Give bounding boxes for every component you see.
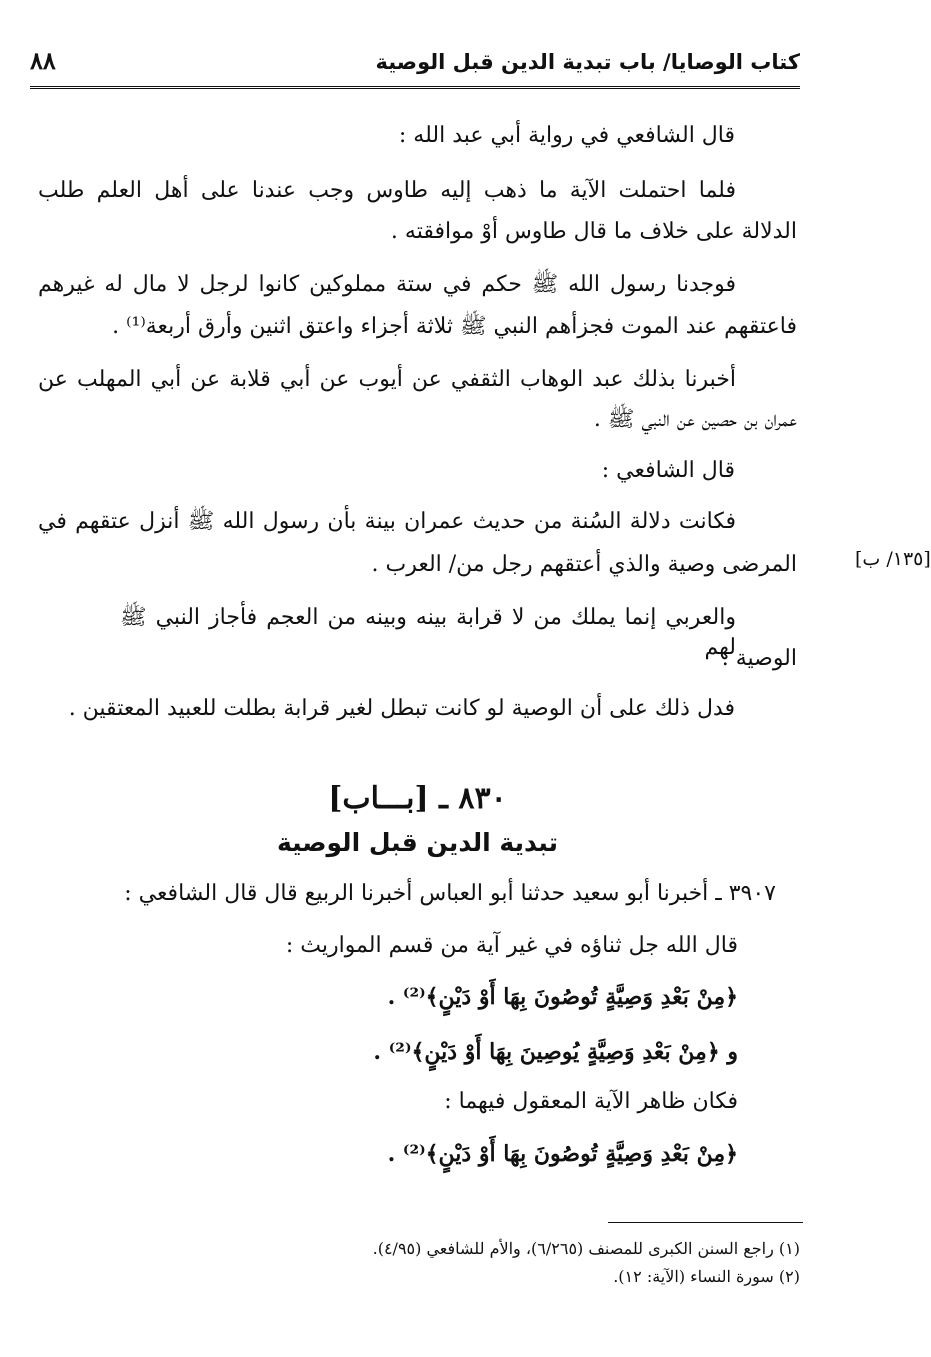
header-rule <box>30 86 800 89</box>
section-number-heading: ٨٣٠ ـ [بـــاب] <box>328 781 507 816</box>
paragraph-qala-shafii: قال الشافعي : <box>601 458 735 483</box>
footnote-separator <box>608 1222 803 1223</box>
hadith-intro-line: قال الله جل ثناؤه في غير آية من قسم المواريث : <box>285 933 738 958</box>
hadith-isnad-line: ٣٩٠٧ ـ أخبرنا أبو سعيد حدثنا أبو العباس أخبرنا الربيع قال قال الشافعي : <box>124 881 776 906</box>
footnote-2: (٢) سورة النساء (الآية: ١٢). <box>613 1267 800 1286</box>
page-number: ٨٨ <box>30 46 56 75</box>
quran-verse-2: و ﴿مِنْ بَعْدِ وَصِيَّةٍ يُوصِينَ بِهَا أَوْ دَيْنٍ﴾⁽²⁾ . <box>373 1039 738 1065</box>
paragraph-six-slaves-line-1: فوجدنا رسول الله ﷺ حكم في ستة مملوكين كانوا لرجل لا مال له غيرهم <box>38 272 736 297</box>
quran-verse-3: ﴿مِنْ بَعْدِ وَصِيَّةٍ تُوصُونَ بِهَا أَوْ دَيْنٍ﴾⁽²⁾ . <box>387 1141 738 1167</box>
paragraph-six-slaves-line-2: فاعتقهم عند الموت فجزأهم النبي ﷺ ثلاثة أجزاء واعتق اثنين وأرق أربعة⁽¹⁾ . <box>112 314 797 339</box>
paragraph-dalala-line-1: فكانت دلالة السُنة من حديث عمران بينة بأن رسول الله ﷺ أنزل عتقهم في <box>38 509 736 534</box>
paragraph-tawus-line-1: فلما احتملت الآية ما ذهب إليه طاوس وجب عندنا على أهل العلم طلب <box>38 178 736 203</box>
paragraph-arabi-line-1: والعربي إنما يملك من لا قرابة بينه وبينه من العجم فأجاز النبي ﷺ لهم <box>120 605 736 660</box>
paragraph-isnad-line-2: عمران بن حصين عن النبي ﷺ . <box>593 407 797 432</box>
quran-verse-1: ﴿مِنْ بَعْدِ وَصِيَّةٍ تُوصُونَ بِهَا أَوْ دَيْنٍ﴾⁽²⁾ . <box>387 984 738 1010</box>
paragraph-conclusion: فدل ذلك على أن الوصية لو كانت تبطل لغير قرابة بطلت للعبيد المعتقين . <box>68 696 735 721</box>
paragraph-isnad-line-1: أخبرنا بذلك عبد الوهاب الثقفي عن أيوب عن أبي قلابة عن أبي المهلب عن <box>38 367 736 392</box>
hadith-apparent-meaning: فكان ظاهر الآية المعقول فيهما : <box>444 1089 738 1114</box>
section-title: تبدية الدين قبل الوصية <box>276 828 559 857</box>
running-header-title: كتاب الوصايا/ باب تبدية الدين قبل الوصية <box>375 50 800 74</box>
running-header <box>30 38 800 88</box>
paragraph-arabi-line-2: الوصية . <box>721 646 797 671</box>
paragraph-shafii-riwaya: قال الشافعي في رواية أبي عبد الله : <box>398 123 735 148</box>
paragraph-tawus-line-2: الدلالة على خلاف ما قال طاوس أوْ موافقته . <box>390 219 797 244</box>
footnote-1: (١) راجع السنن الكبرى للمصنف (٦/٢٦٥)، والأم للشافعي (٤/٩٥). <box>372 1239 800 1258</box>
paragraph-dalala-line-2: المرضى وصية والذي أعتقهم رجل من/ العرب . <box>371 552 797 577</box>
manuscript-folio-marker: [١٣٥/ ب] <box>855 548 931 570</box>
